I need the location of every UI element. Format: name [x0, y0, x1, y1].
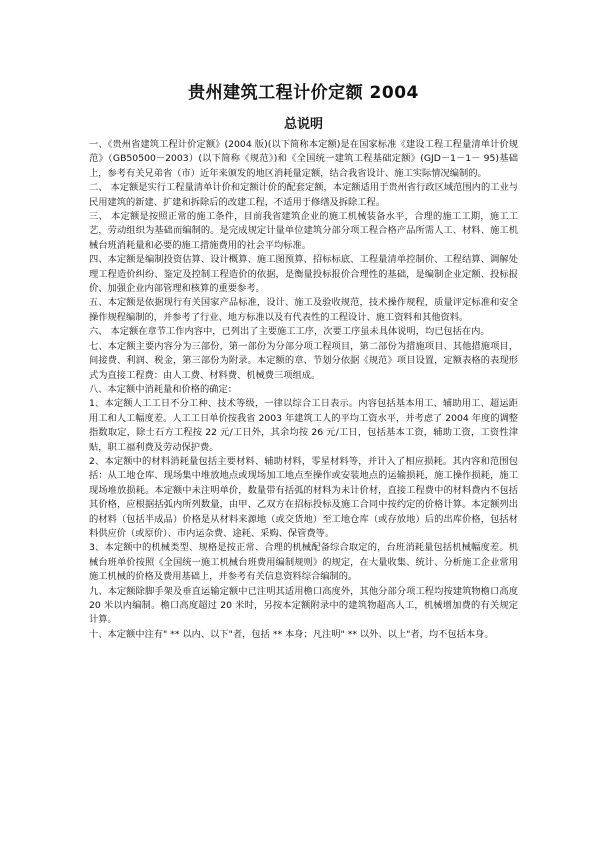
paragraph-8: 八、本定额中消耗量和价格的确定：	[89, 383, 237, 395]
paragraph-6: 六、 本定额在章节工作内容中，已列出了主要施工工序，次要工序虽未具体说明，均已包括在内。	[89, 326, 490, 338]
paragraph-7: 七、本定额主要内容分为三部份，第一部份为分部分项工程项目，第二部份为措施项目、其他措施项目，间接费、利润、税金，第三部份为附录。本定额的章、节划分依据《规范》项目设置，定额表格的表现形式为直接工程费：由人工费、材料费、机械费三项组成。	[89, 340, 518, 381]
paragraph-4: 四、本定额是编制投资估算、设计概算、施工图预算、招标标底、工程量清单控制价、工程结算、调解处理工程造价纠纷、鉴定及控制工程造价的依据，是衡量投标报价合理性的基础，是编制企业定额、投标报价、加强企业内部管理和核算的重要参考。	[89, 254, 518, 295]
paragraph-8-3: 3、本定额中的机械类型、规格是按正常、合理的机械配备综合取定的，台班消耗量包括机械幅度差。机械台班单价按照《全国统一施工机械台班费用编制规则》的规定，在大量收集、统计、分析施工企业常用施工机械的价格及费用基础上，并参考有关信息资料综合编制的。	[89, 542, 518, 583]
paragraph-3: 三、 本定额是按照正常的施工条件，目前我省建筑企业的施工机械装备水平，合理的施工工期，施工工艺，劳动组织为基础而编制的。是完成规定计量单位建筑分部分项工程合格产品所需人工、材料、施工机械台班消耗量和必要的施工措施费用的社会平均标准。	[89, 211, 518, 251]
paragraph-2: 二、 本定额是实行工程量清单计价和定额计价的配套定额，本定额适用于贵州省行政区域范围内的工业与民用建筑的新建、扩建和拆除后的改建工程，不适用于修缮及拆除工程。	[89, 182, 518, 208]
document-page	[89, 78, 518, 642]
paragraph-5: 五、本定额是依据现行有关国家产品标准，设计、施工及验收规范，技术操作规程，质量评定标准和安全操作规程编制的，并参考了行业、地方标准以及有代表性的工程设计、施工资料和其他资料。	[89, 297, 518, 323]
paragraph-9: 九、本定额除脚手架及垂直运输定额中已注明其适用檐口高度外，其他分部分项工程均按建筑物檐口高度 20 米以内编制。檐口高度超过 20 米时，另按本定额附录中的建筑物超高人工，机械增加费的有关规定计算。	[89, 585, 518, 626]
document-subtitle: 总说明	[283, 117, 323, 132]
paragraph-8-1: 1、本定额人工工日不分工种、技术等级，一律以综合工日表示。内容包括基本用工、辅助用工、超运距用工和人工幅度差。人工工日单价按我省 2003 年建筑工人的平均工资水平，并考虑了 2004 年度的调整指数取定，除土石方工程按 22 元/工日外，其余均按 26 元/工日，包括基本工资，辅助工资，工资性津贴，职工福利费及劳动保护费。	[89, 398, 518, 453]
paragraph-10: 十、本定额中注有" ** 以内、以下"者，包括 ** 本身；凡注明" ** 以外、以上"者，均不包括本身。	[89, 628, 494, 640]
paragraph-1: 一、《贵州省建筑工程计价定额》(2004 版)(以下简称本定额)是在国家标准《建设工程工程量清单计价规范》（GB50500－2003）(以下简称《规范》)和《全国统一建筑工程基础定额》(GJD－1－1－ 95)基础上，参考有关兄弟省（市）近年来颁发的地区消耗量定额，结合我省设计、施工实际情况编制的。	[89, 139, 518, 179]
document-title: 贵州建筑工程计价定额 2004	[188, 83, 419, 103]
paragraph-8-2: 2、本定额中的材料消耗量包括主要材料、辅助材料，零星材料等，并计入了相应损耗。其内容和范围包括：从工地仓库、现场集中堆放地点或现场加工地点至操作或安装地点的运输损耗，施工操作损耗，施工现场堆放损耗。本定额中未注明单价，数量带有括弧的材料为未计价材，直接工程费中的材料费内不包括其价格，应根据括弧内所列数量，由甲、乙双方在招标投标及施工合同中按约定的价格计算。本定额列出的材料（包括半成品）价格是从材料来源地（或交货地）至工地仓库（或存放地）后的出库价格，包括材料供应价（或原价）、市内运杂费、途耗、采购、保管费等。	[89, 455, 518, 539]
document-body	[89, 138, 518, 642]
